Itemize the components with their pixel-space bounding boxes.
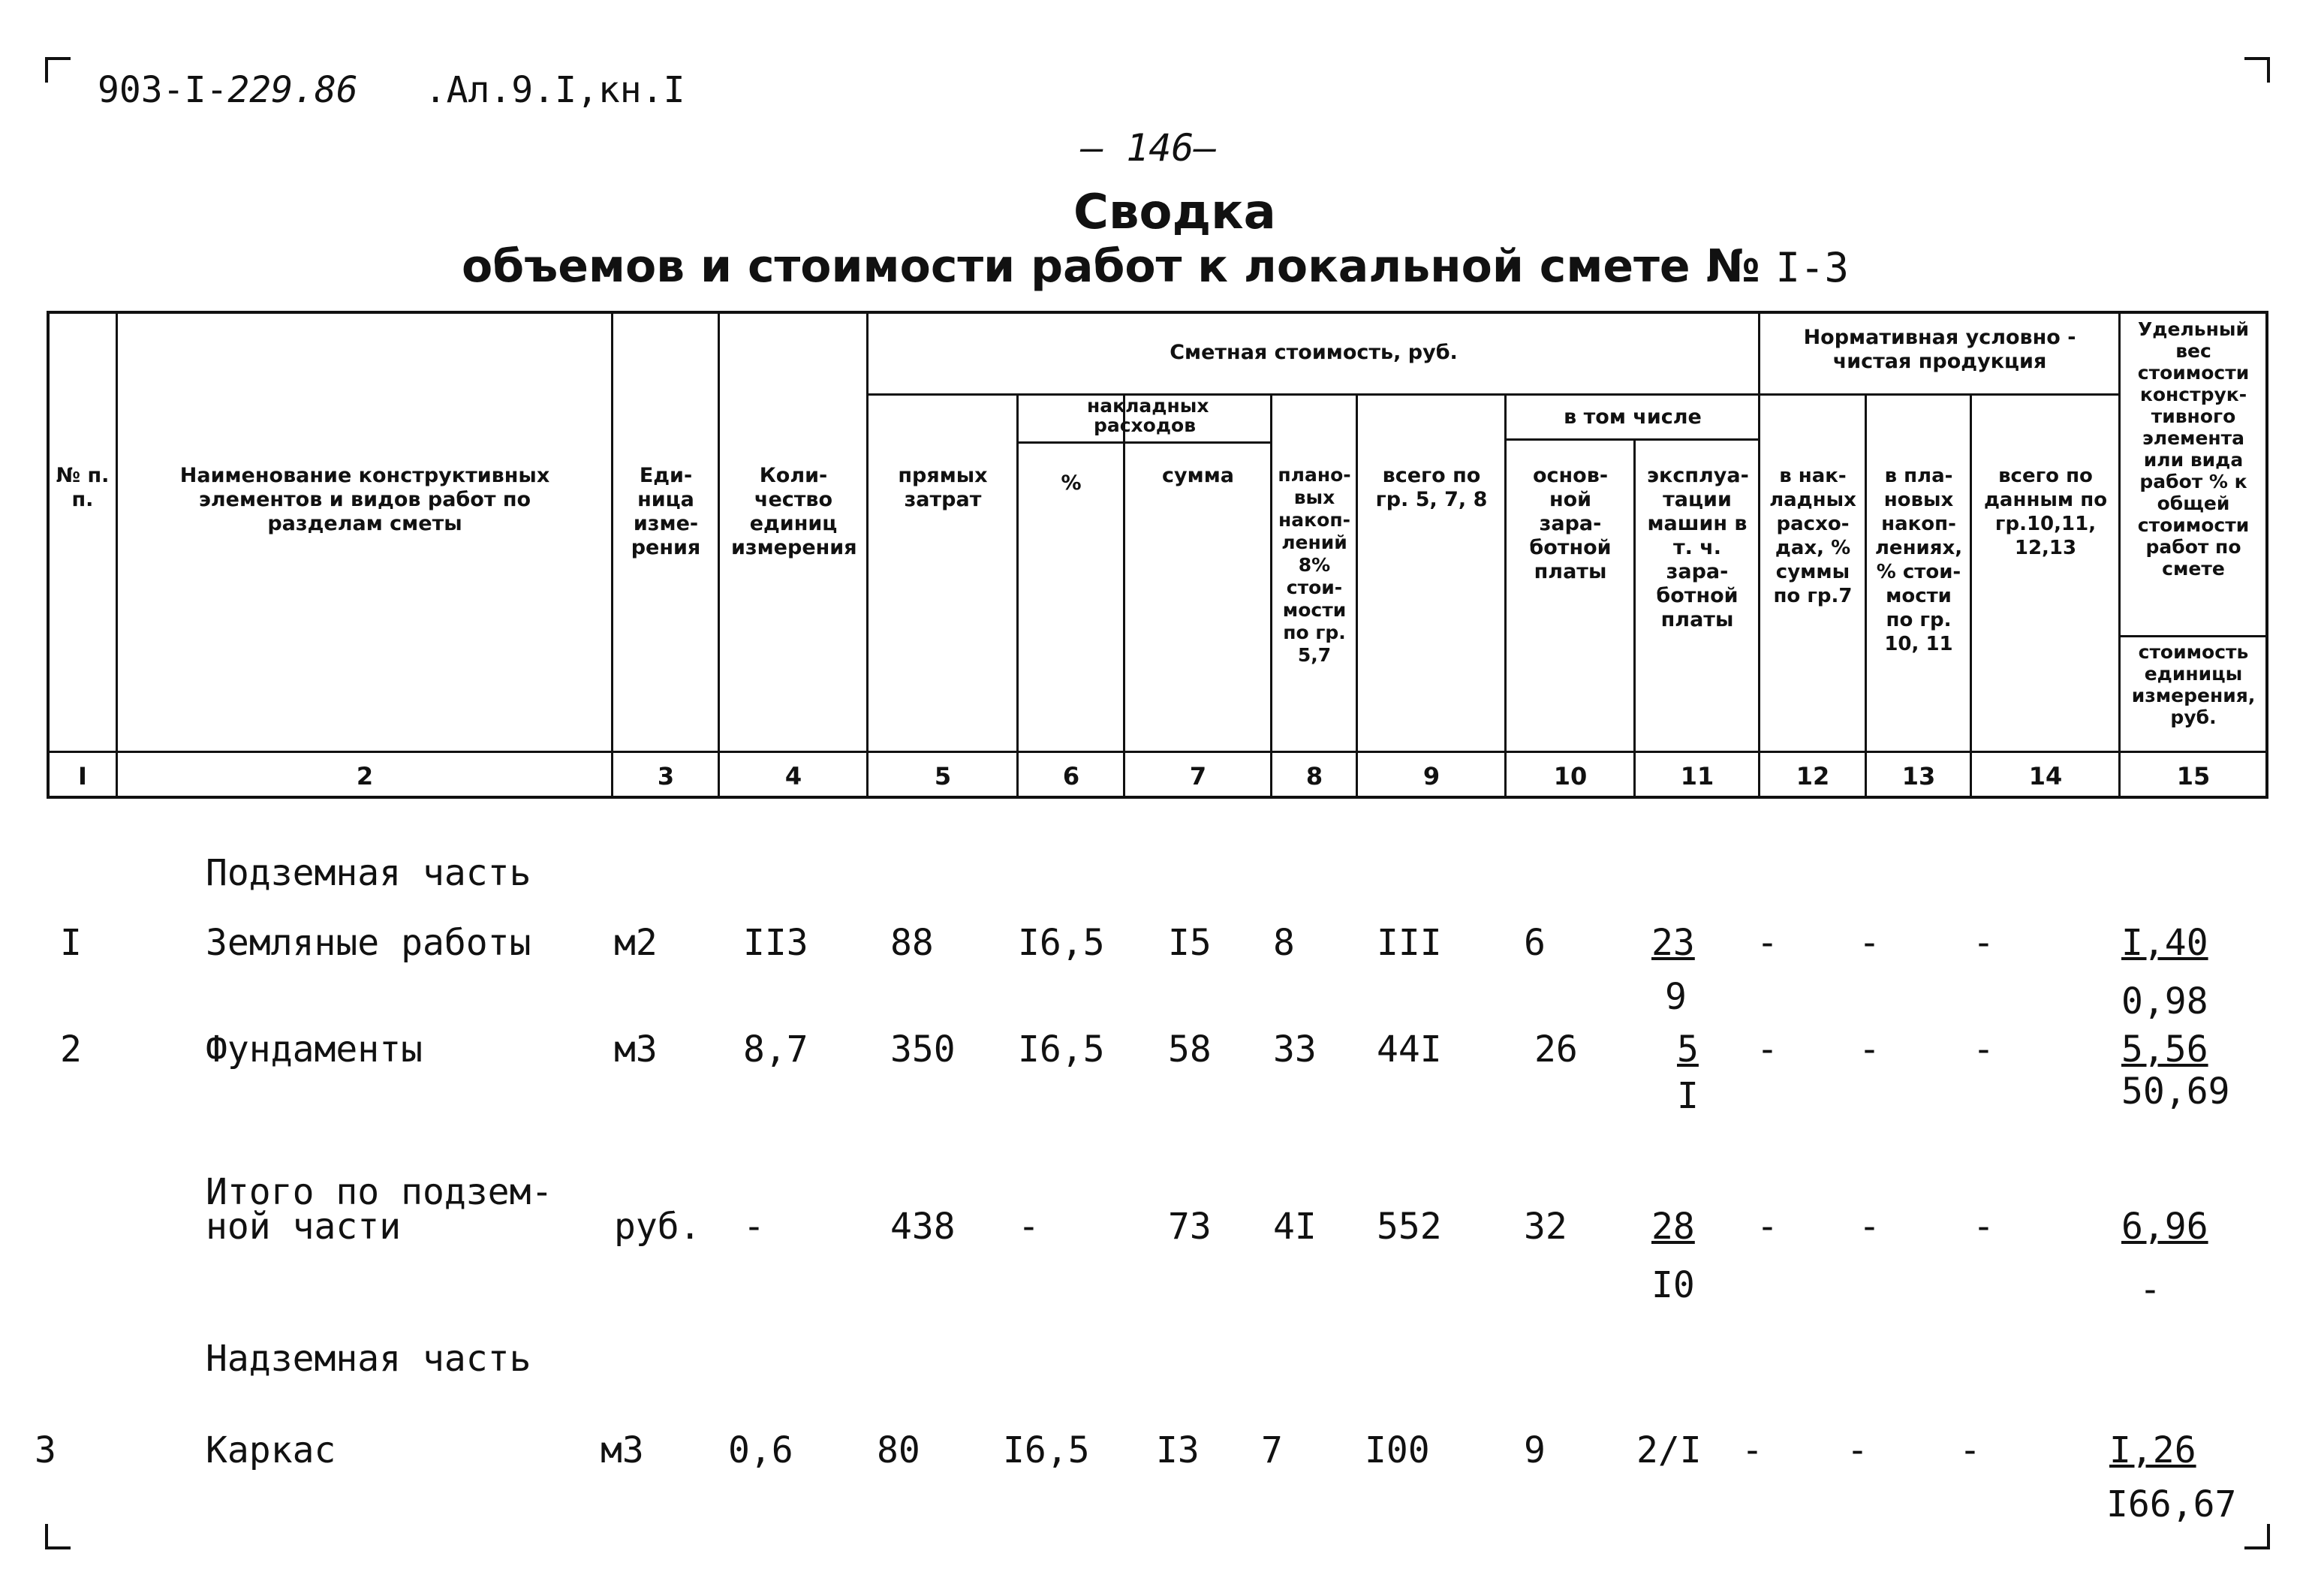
col-header-unit: Еди-ница изме-рения [631, 464, 701, 559]
row-direct-costs: 350 [890, 1028, 956, 1071]
corner-mark-bottom-right [2244, 1524, 2270, 1549]
row-quantity: II3 [743, 922, 808, 964]
col-header-direct-costs: прямых затрат [898, 464, 988, 511]
col-header-machine-operation: эксплуа-тации машин в т. ч. зара-ботной платы [1647, 464, 1749, 631]
section-title-underground: Подземная часть [206, 852, 531, 894]
col-number: 8 [1305, 762, 1323, 790]
row-planned-savings: 4I [1273, 1206, 1317, 1248]
row-planned-savings: 8 [1273, 922, 1295, 964]
col-number: I [78, 762, 87, 790]
row-machine-wages: I0 [1651, 1264, 1695, 1306]
col-header-specific-weight: Удельный вес стоимости конструк-тивного элемента или вида работ % к общей стоимости работ по смете [2137, 318, 2250, 580]
col-header-unit-cost: стоимость единицы измерения, руб. [2131, 641, 2256, 728]
row-number: I [60, 922, 82, 964]
row-machine-wages: I [1677, 1075, 1699, 1117]
row-machine-operation: 5 [1677, 1028, 1699, 1071]
row-unit: руб. [614, 1206, 701, 1248]
row-quantity: 8,7 [743, 1028, 808, 1071]
row-unit: м3 [601, 1429, 644, 1471]
col-header-name: Наименование конструктивных элементов и видов работ по разделам сметы [179, 464, 550, 535]
row-name: Фундаменты [206, 1028, 423, 1071]
row-base-wages: 9 [1524, 1429, 1546, 1471]
row-specific-weight: 6,96 [2121, 1206, 2208, 1248]
col-number: 13 [1901, 762, 1936, 790]
row-planned-savings: 7 [1261, 1429, 1283, 1471]
row-total: 552 [1377, 1206, 1442, 1248]
col-number: 2 [356, 762, 374, 790]
document-code-number: 229.86 [227, 69, 358, 111]
col-group-including: в том числе [1564, 405, 1702, 429]
col-number: 14 [2028, 762, 2063, 790]
row-norm-overhead: - [1757, 922, 1778, 964]
col-number: 9 [1422, 762, 1440, 790]
row-overhead-percent: I6,5 [1018, 1028, 1105, 1071]
row-machine-operation: 23 [1651, 922, 1695, 964]
row-norm-total: - [1973, 1028, 1994, 1071]
row-base-wages: 32 [1524, 1206, 1567, 1248]
row-overhead-sum: 73 [1168, 1206, 1212, 1248]
row-norm-planned: - [1847, 1429, 1868, 1471]
row-norm-overhead: - [1742, 1429, 1763, 1471]
page-number: — 146— [1081, 126, 1217, 170]
row-total: I00 [1365, 1429, 1430, 1471]
col-number: 4 [784, 762, 802, 790]
section-title-aboveground: Надземная часть [206, 1338, 531, 1380]
row-unit: м2 [614, 922, 658, 964]
col-header-planned-savings: плано-вых накоп-лений 8% стои-мости по гр. 5,7 [1278, 464, 1351, 666]
col-group-normative-net-output: Нормативная условно - чистая продукция [1803, 326, 2076, 373]
row-planned-savings: 33 [1273, 1028, 1317, 1071]
col-header-norm-total: всего по данным по гр.10,11, 12,13 [1983, 465, 2108, 559]
row-overhead-percent: I6,5 [1018, 922, 1105, 964]
col-number: 10 [1553, 762, 1588, 790]
row-name: Земляные работы [206, 922, 531, 964]
row-quantity: 0,6 [728, 1429, 793, 1471]
col-group-estimated-cost: Сметная стоимость, руб. [1170, 341, 1458, 364]
row-direct-costs: 88 [890, 922, 934, 964]
col-group-overhead: накладных расходов [1087, 395, 1209, 436]
row-norm-total: - [1973, 1206, 1994, 1248]
row-norm-overhead: - [1757, 1028, 1778, 1071]
col-number: 5 [934, 762, 952, 790]
row-norm-planned: - [1859, 922, 1880, 964]
row-base-wages: 6 [1524, 922, 1546, 964]
document-code-prefix: 903-I- [98, 69, 228, 111]
col-header-total: всего по гр. 5, 7, 8 [1375, 464, 1488, 511]
row-unit-cost: - [2139, 1269, 2161, 1311]
row-specific-weight: I,26 [2109, 1429, 2196, 1471]
summary-table-header [47, 311, 2268, 799]
row-quantity: - [743, 1206, 765, 1248]
col-number: 7 [1189, 762, 1207, 790]
col-number: 6 [1062, 762, 1080, 790]
col-number: 15 [2176, 762, 2211, 790]
document-code [98, 69, 685, 111]
row-machine-operation: 28 [1651, 1206, 1695, 1248]
row-base-wages: 26 [1534, 1028, 1578, 1071]
row-unit-cost: I66,67 [2106, 1483, 2237, 1525]
row-number: 3 [35, 1429, 56, 1471]
row-name: Каркас [206, 1429, 336, 1471]
row-specific-weight: 5,56 [2121, 1028, 2208, 1071]
col-header-number: № п. п. [56, 464, 110, 511]
row-overhead-sum: I3 [1156, 1429, 1200, 1471]
corner-mark-top-left [45, 57, 71, 83]
row-norm-planned: - [1859, 1028, 1880, 1071]
row-total: 44I [1377, 1028, 1442, 1071]
row-unit-cost: 0,98 [2121, 980, 2208, 1022]
col-header-overhead-percent: % [1061, 471, 1082, 495]
page-title: Сводка [1073, 185, 1276, 240]
subtotal-name-line1: Итого по подзем- [206, 1171, 553, 1213]
subtitle-text: объемов и стоимости работ к локальной смете № [462, 240, 1760, 293]
row-specific-weight: I,40 [2121, 922, 2208, 964]
row-norm-total: - [1973, 922, 1994, 964]
subtotal-name-line2: ной части [206, 1206, 402, 1248]
row-overhead-sum: 58 [1168, 1028, 1212, 1071]
col-number: 12 [1796, 762, 1830, 790]
page-subtitle [462, 240, 1849, 293]
col-header-norm-overhead: в нак-ладных расхо-дах, % суммы по гр.7 [1769, 465, 1856, 607]
col-header-norm-planned: в пла-новых накоп-лениях, % стои-мости по гр. 10, 11 [1874, 465, 1963, 655]
row-direct-costs: 80 [877, 1429, 920, 1471]
row-norm-planned: - [1859, 1206, 1880, 1248]
row-machine-wages: 9 [1665, 976, 1687, 1018]
row-number: 2 [60, 1028, 82, 1071]
corner-mark-bottom-left [45, 1524, 71, 1549]
col-number: 11 [1680, 762, 1714, 790]
col-header-overhead-sum: сумма [1162, 464, 1234, 487]
col-header-base-wages: основ-ной зара-ботной платы [1529, 464, 1612, 583]
row-norm-overhead: - [1757, 1206, 1778, 1248]
col-header-quantity: Коли-чество единиц измерения [731, 464, 857, 559]
estimate-number: I-3 [1775, 244, 1850, 291]
row-machine-operation: 2/I [1636, 1429, 1702, 1471]
album-reference: .Ал.9.I,кн.I [424, 69, 685, 111]
col-number: 3 [657, 762, 675, 790]
row-overhead-percent: I6,5 [1003, 1429, 1090, 1471]
row-total: III [1377, 922, 1442, 964]
row-overhead-percent: - [1018, 1206, 1040, 1248]
row-unit: м3 [614, 1028, 658, 1071]
row-unit-cost: 50,69 [2121, 1071, 2230, 1113]
corner-mark-top-right [2244, 57, 2270, 83]
row-direct-costs: 438 [890, 1206, 956, 1248]
row-norm-total: - [1959, 1429, 1981, 1471]
row-overhead-sum: I5 [1168, 922, 1212, 964]
